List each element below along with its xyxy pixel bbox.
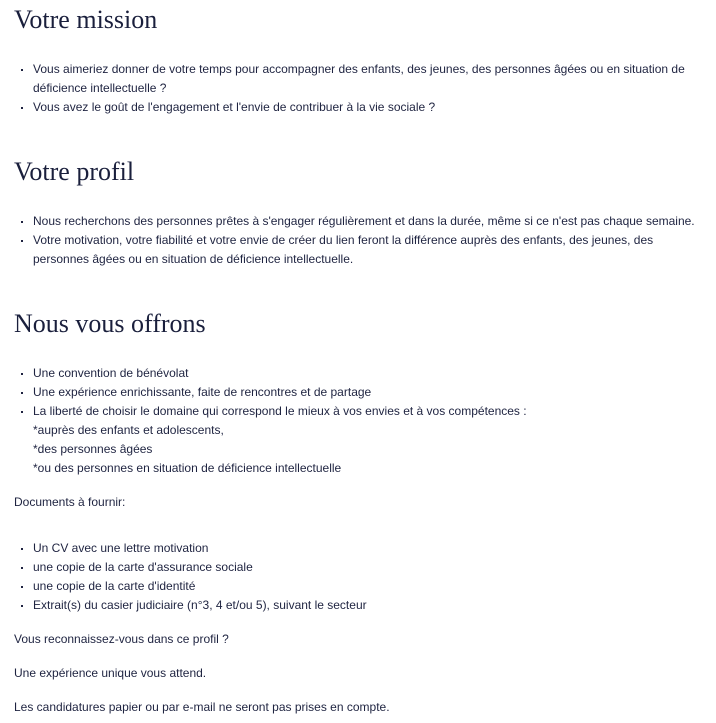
mission-list (19, 60, 712, 117)
sub-item: *auprès des enfants et adolescents, (33, 423, 224, 437)
closing-question: Vous reconnaissez-vous dans ce profil ? (14, 632, 229, 646)
list-item: Extrait(s) du casier judiciaire (n°3, 4 et/ou 5), suivant le secteur (19, 596, 712, 615)
list-item: Un CV avec une lettre motivation (19, 539, 712, 558)
list-item-text: La liberté de choisir le domaine qui correspond le mieux à vos envies et à vos compétences : (33, 404, 527, 418)
list-item: Vous avez le goût de l'engagement et l'envie de contribuer à la vie sociale ? (19, 98, 712, 117)
profil-list (19, 212, 712, 269)
closing-experience: Une expérience unique vous attend. (14, 666, 207, 680)
list-item: Vous aimeriez donner de votre temps pour accompagner des enfants, des jeunes, des personnes âgées ou en situation de déficience intellectuelle ? (19, 60, 712, 98)
list-item: Votre motivation, votre fiabilité et votre envie de créer du lien feront la différence auprès des enfants, des jeunes, des personnes âgées ou en situation de déficience intellectuelle. (19, 231, 712, 269)
offrons-list (19, 364, 712, 478)
list-item (19, 402, 712, 478)
sub-item: *des personnes âgées (33, 442, 153, 456)
list-item: Nous recherchons des personnes prêtes à s'engager régulièrement et dans la durée, même si ce n'est pas chaque semaine. (19, 212, 712, 231)
heading-offrons: Nous vous offrons (14, 309, 206, 338)
list-item: Une convention de bénévolat (19, 364, 712, 383)
list-item: une copie de la carte d'assurance sociale (19, 558, 712, 577)
list-item: une copie de la carte d'identité (19, 577, 712, 596)
documents-label: Documents à fournir: (14, 495, 126, 509)
closing-note: Les candidatures papier ou par e-mail ne seront pas prises en compte. (14, 700, 390, 714)
documents-list (19, 539, 712, 615)
sub-item: *ou des personnes en situation de déficience intellectuelle (33, 461, 342, 475)
heading-profil: Votre profil (14, 157, 135, 186)
heading-mission: Votre mission (14, 5, 158, 34)
list-item: Une expérience enrichissante, faite de rencontres et de partage (19, 383, 712, 402)
